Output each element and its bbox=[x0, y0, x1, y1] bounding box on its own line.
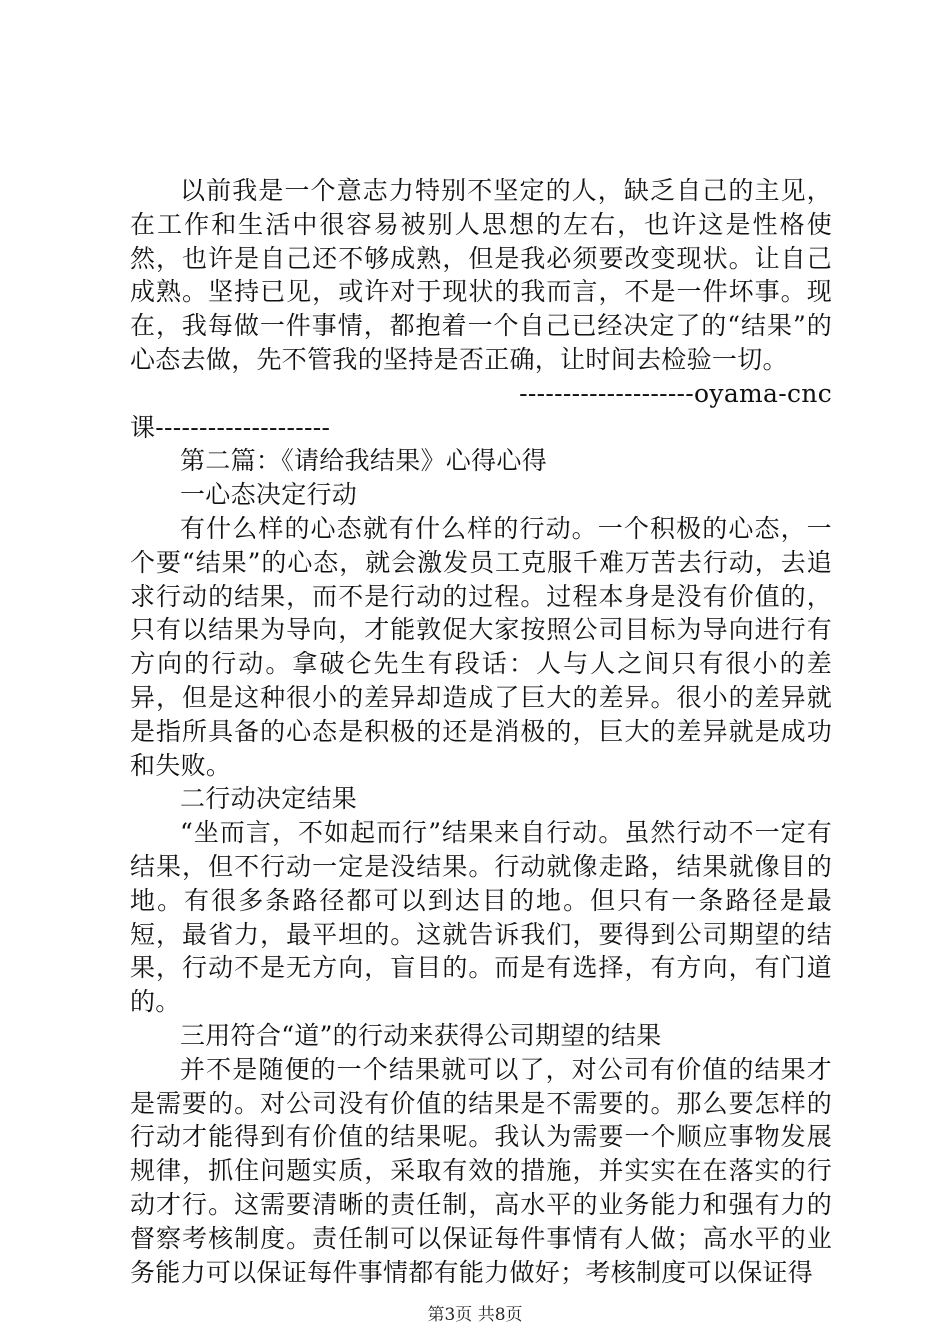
separator-line bbox=[130, 377, 832, 445]
paragraph-2: 有什么样的心态就有什么样的行动。一个积极的心态，一个要“结果”的心态，就会激发员工克服千难万苦去行动，去追求行动的结果，而不是行动的过程。过程本身是没有价值的，只有以结果为导向，才能敦促大家按照公司目标为导向进行有方向的行动。拿破仑先生有段话：人与人之间只有很小的差异，但是这种很小的差异却造成了巨大的差异。很小的差异就是指所具备的心态是积极的还是消极的，巨大的差异就是成功和失败。 bbox=[130, 513, 832, 780]
paragraph-3: “坐而言，不如起而行”结果来自行动。虽然行动不一定有结果，但不行动一定是没结果。行动就像走路，结果就像目的地。有很多条路径都可以到达目的地。但只有一条路径是最短，最省力，最平坦的。这就告诉我们，要得到公司期望的结果，行动不是无方向，盲目的。而是有选择，有方向，有门道的。 bbox=[130, 818, 832, 1017]
section-title: 第二篇：《请给我结果》心得心得 bbox=[180, 446, 548, 476]
separator-line-1: --------------------oyama-cnc bbox=[519, 378, 832, 408]
heading-1: 一心态决定行动 bbox=[180, 480, 358, 510]
paragraph-1: 以前我是一个意志力特别不坚定的人，缺乏自己的主见，在工作和生活中很容易被别人思想的左右，也许这是性格使然，也许是自己还不够成熟，但是我必须要改变现状。让自己成熟。坚持已见，或许对于现状的我而言，不是一件坏事。现在，我每做一件事情，都抱着一个自己已经决定了的“结果”的心态去做，先不管我的坚持是否正确，让时间去检验一切。 bbox=[130, 176, 832, 374]
page-number-footer: 第3页 共8页 bbox=[427, 1305, 523, 1325]
separator-line-2: 课-------------------- bbox=[130, 412, 331, 442]
paragraph-4: 并不是随便的一个结果就可以了，对公司有价值的结果才是需要的。对公司没有价值的结果是不需要的。那么要怎样的行动才能得到有价值的结果呢。我认为需要一个顺应事物发展规律，抓住问题实质，采取有效的措施，并实实在在落实的行动才行。这需要清晰的责任制，高水平的业务能力和强有力的督察考核制度。责任制可以保证每件事情有人做；高水平的业务能力可以保证每件事情都有能力做好；考核制度可以保证得 bbox=[130, 1054, 832, 1287]
heading-3: 三用符合“道”的行动来获得公司期望的结果 bbox=[180, 1020, 662, 1050]
document-body bbox=[130, 174, 832, 1289]
heading-2: 二行动决定结果 bbox=[180, 784, 358, 814]
